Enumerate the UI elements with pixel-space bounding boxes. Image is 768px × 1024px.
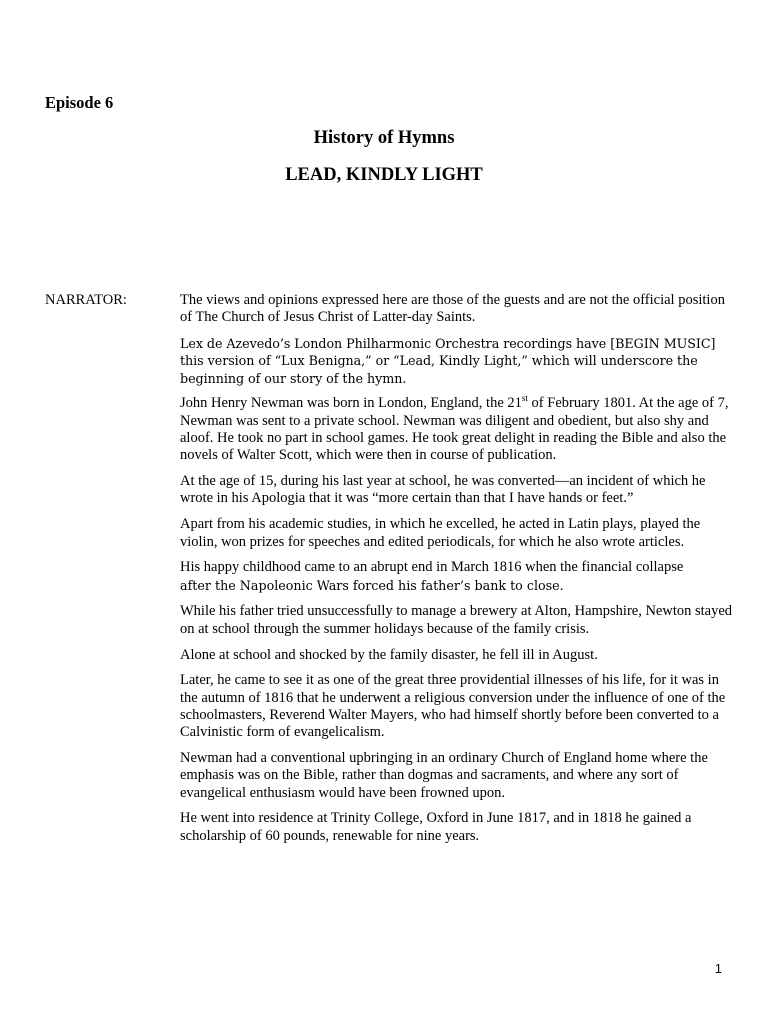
paragraph: Newman had a conventional upbringing in an ordinary Church of England home where the emphasis was on the Bible, rather than dogmas and sacraments, and where any sort of evangelical enthusiasm would have been frowned upon. [180,750,708,801]
paragraph-text: John Henry Newman was born in London, England, the 21 [180,395,522,412]
paragraph: He went into residence at Trinity College, Oxford in June 1817, and in 1818 he gained a scholarship of 60 pounds, renewable for nine years. [180,810,692,844]
paragraph-text: of February 1801. At the age of 7, Newman was sent to a private school. Newman was diligent and obedient, but also shy and aloof. He took no part in school games. He took great delight in reading the Bible and also the novels of Walter Scott, which were then in course of publication. [180,395,729,464]
paragraph: Apart from his academic studies, in which he excelled, he acted in Latin plays, played the violin, won prizes for speeches and edited periodicals, for which he also wrote articles. [180,516,701,550]
paragraph: Alone at school and shocked by the family disaster, he fell ill in August. [180,646,598,663]
paragraph: While his father tried unsuccessfully to manage a brewery at Alton, Hampshire, Newton stayed on at school through the summer holidays because of the family crisis. [180,603,733,637]
paragraph: At the age of 15, during his last year at school, he was converted—an incident of which he wrote in his Apologia that it was “more certain than that I have hands or feet.” [180,473,706,507]
paragraph: Later, he came to see it as one of the great three providential illnesses of his life, for it was in the autumn of 1816 that he underwent a religious conversion under the influence of one of the schoolmasters, Reverend Walter Mayers, who had himself shortly before been converted to a Calvinistic form of evangelicalism. [180,672,726,741]
episode-label: Episode 6 [45,93,114,112]
paragraph-text: His happy childhood came to an abrupt end in March 1816 when the financial collapse [180,559,684,576]
document-title: History of Hymns [313,128,455,148]
ordinal-suffix: st [521,393,528,404]
paragraph [180,559,740,595]
paragraph: Lex de Azevedo’s London Philharmonic Orchestra recordings have [BEGIN MUSIC] this version of “Lux Benigna,” or “Lead, Kindly Light,” which will underscore the beginning of our story of the hymn. [180,336,716,386]
paragraph: The views and opinions expressed here are those of the guests and are not the official position of The Church of Jesus Christ of Latter-day Saints. [180,292,725,326]
speaker-label: NARRATOR: [45,292,127,308]
hymn-title: LEAD, KINDLY LIGHT [285,165,483,185]
narrator-text [180,292,740,854]
paragraph [180,395,740,464]
paragraph-text: after the Napoleonic Wars forced his father’s bank to close. [180,577,564,593]
page-number: 1 [714,961,722,976]
